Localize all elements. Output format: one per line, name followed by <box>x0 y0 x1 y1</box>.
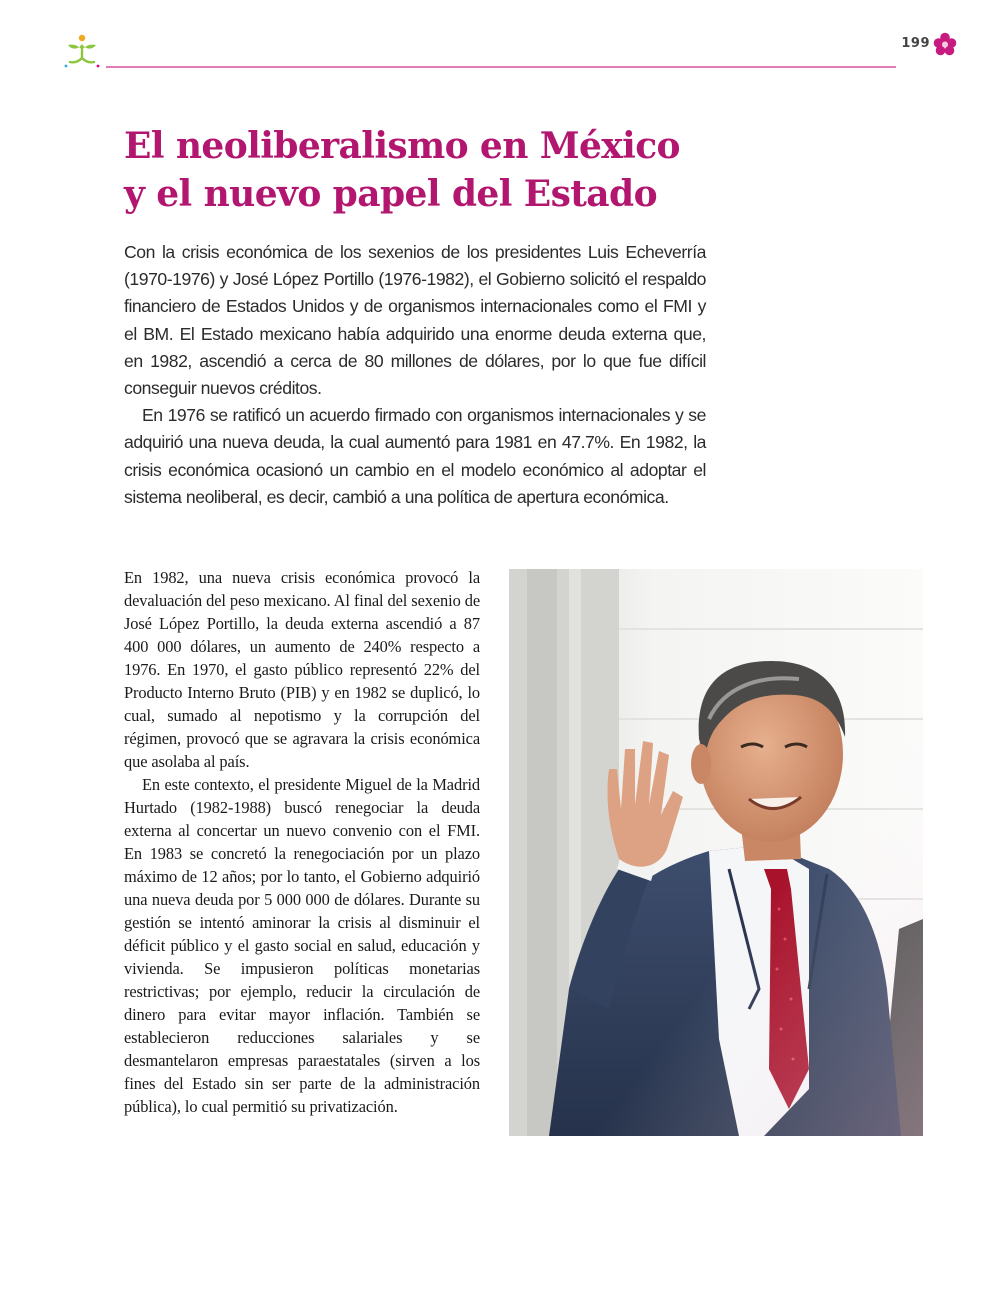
page-number: 199 <box>901 36 930 51</box>
body-paragraph: En este contexto, el presidente Miguel de la Madrid Hurtado (1982-1988) buscó renegociar la deuda externa al concertar un nuevo convenio con el FMI. En 1983 se concretó la renegociación por un plazo máximo de 12 años; por lo tanto, el Gobierno adquirió una nueva deuda por 5 000 000 de dólares. Durante su gestión se intentó aminorar la crisis al disminuir el déficit público y el gasto social en salud, educación y vivienda. Se impusieron políticas monetarias restrictivas; por ejemplo, reducir la circulación de dinero para evitar mayor inflación. También se establecieron reducciones salariales y se desmantelaron empresas paraestatales (sirven a los fines del Estado sin ser parte de la administración pública), lo cual permitió su privatización. <box>124 775 480 1116</box>
intro-paragraph: Con la crisis económica de los sexenios de los presidentes Luis Echeverría (1970-1976) y José López Portillo (1976-1982), el Gobierno solicitó el respaldo financiero de Estados Unidos y de organismos internacionales como el FMI y el BM. El Estado mexicano había adquirido una enorme deuda externa que, en 1982, ascendió a cerca de 80 millones de dólares, por lo que fue difícil conseguir nuevos créditos. <box>124 242 706 399</box>
page-title-line-1: El neoliberalismo en México <box>124 125 680 167</box>
page-title <box>124 122 884 218</box>
page-title-line-2: y el nuevo papel del Estado <box>124 173 657 215</box>
intro-text <box>124 239 706 511</box>
sprout-logo-icon <box>60 32 104 72</box>
president-photo <box>509 569 923 1136</box>
flower-icon <box>932 31 958 57</box>
body-paragraph: En 1982, una nueva crisis económica provocó la devaluación del peso mexicano. Al final del sexenio de José López Portillo, la deuda externa ascendió a 87 400 000 dólares, un aumento de 240% respecto a 1976. En 1970, el gasto público representó 22% del Producto Interno Bruto (PIB) y en 1982 se duplicó, lo cual, sumado al nepotismo y la corrupción del régimen, provocó que se agravara la crisis económica que asolaba al país. <box>124 568 480 771</box>
intro-paragraph: En 1976 se ratificó un acuerdo firmado con organismos internacionales y se adquirió una nueva deuda, la cual aumentó para 1981 en 47.7%. En 1982, la crisis económica ocasionó un cambio en el modelo económico al adoptar el sistema neoliberal, es decir, cambió a una política de apertura económica. <box>124 405 706 507</box>
header-rule <box>106 66 896 68</box>
body-column <box>124 566 480 1118</box>
